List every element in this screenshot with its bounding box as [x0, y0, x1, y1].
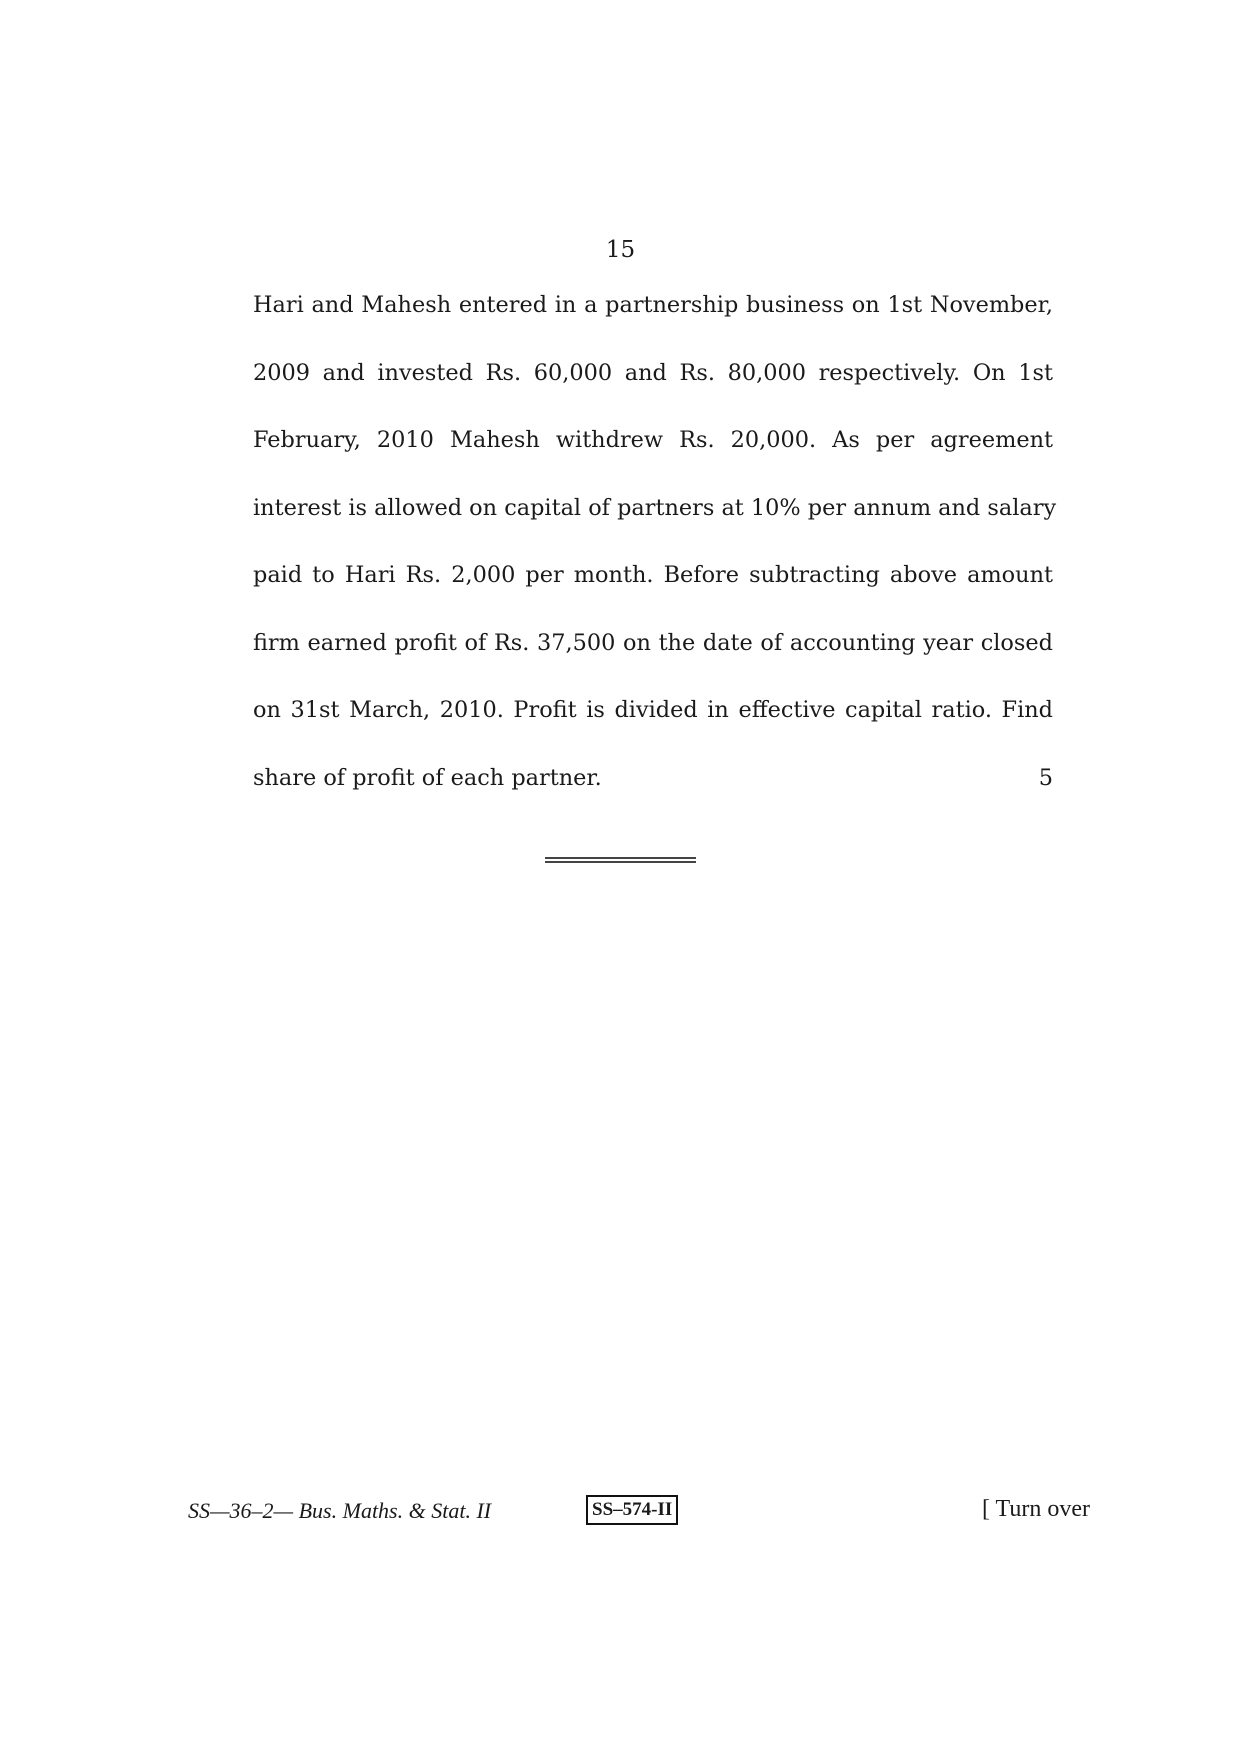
- end-of-paper-rule: [545, 857, 696, 859]
- question-line: February, 2010 Mahesh withdrew Rs. 20,000. As per agreement: [253, 427, 1053, 453]
- page-number: 15: [605, 237, 636, 263]
- question-last-line: [253, 745, 1053, 813]
- question-marks: 5: [1038, 764, 1053, 791]
- question-line: Hari and Mahesh entered in a partnership business on 1st November,: [253, 292, 1053, 318]
- question-line: firm earned profit of Rs. 37,500 on the date of accounting year closed: [253, 629, 1053, 656]
- footer-paper-code: SS—36–2— Bus. Maths. & Stat. II: [188, 1498, 492, 1523]
- question-line: paid to Hari Rs. 2,000 per month. Before subtracting above amount: [253, 562, 1053, 588]
- footer-turn-over: [ Turn over: [981, 1496, 1090, 1522]
- question-line: share of profit of each partner.: [253, 764, 602, 791]
- question-text: [253, 272, 1057, 812]
- question-line: on 31st March, 2010. Profit is divided in effective capital ratio. Find: [253, 697, 1053, 723]
- footer-boxed-code: SS–574-II: [586, 1495, 678, 1525]
- question-line: interest is allowed on capital of partners at 10% per annum and salary: [253, 494, 1057, 521]
- page-footer: [188, 1495, 1090, 1529]
- question-line: 2009 and invested Rs. 60,000 and Rs. 80,000 respectively. On 1st: [253, 359, 1053, 386]
